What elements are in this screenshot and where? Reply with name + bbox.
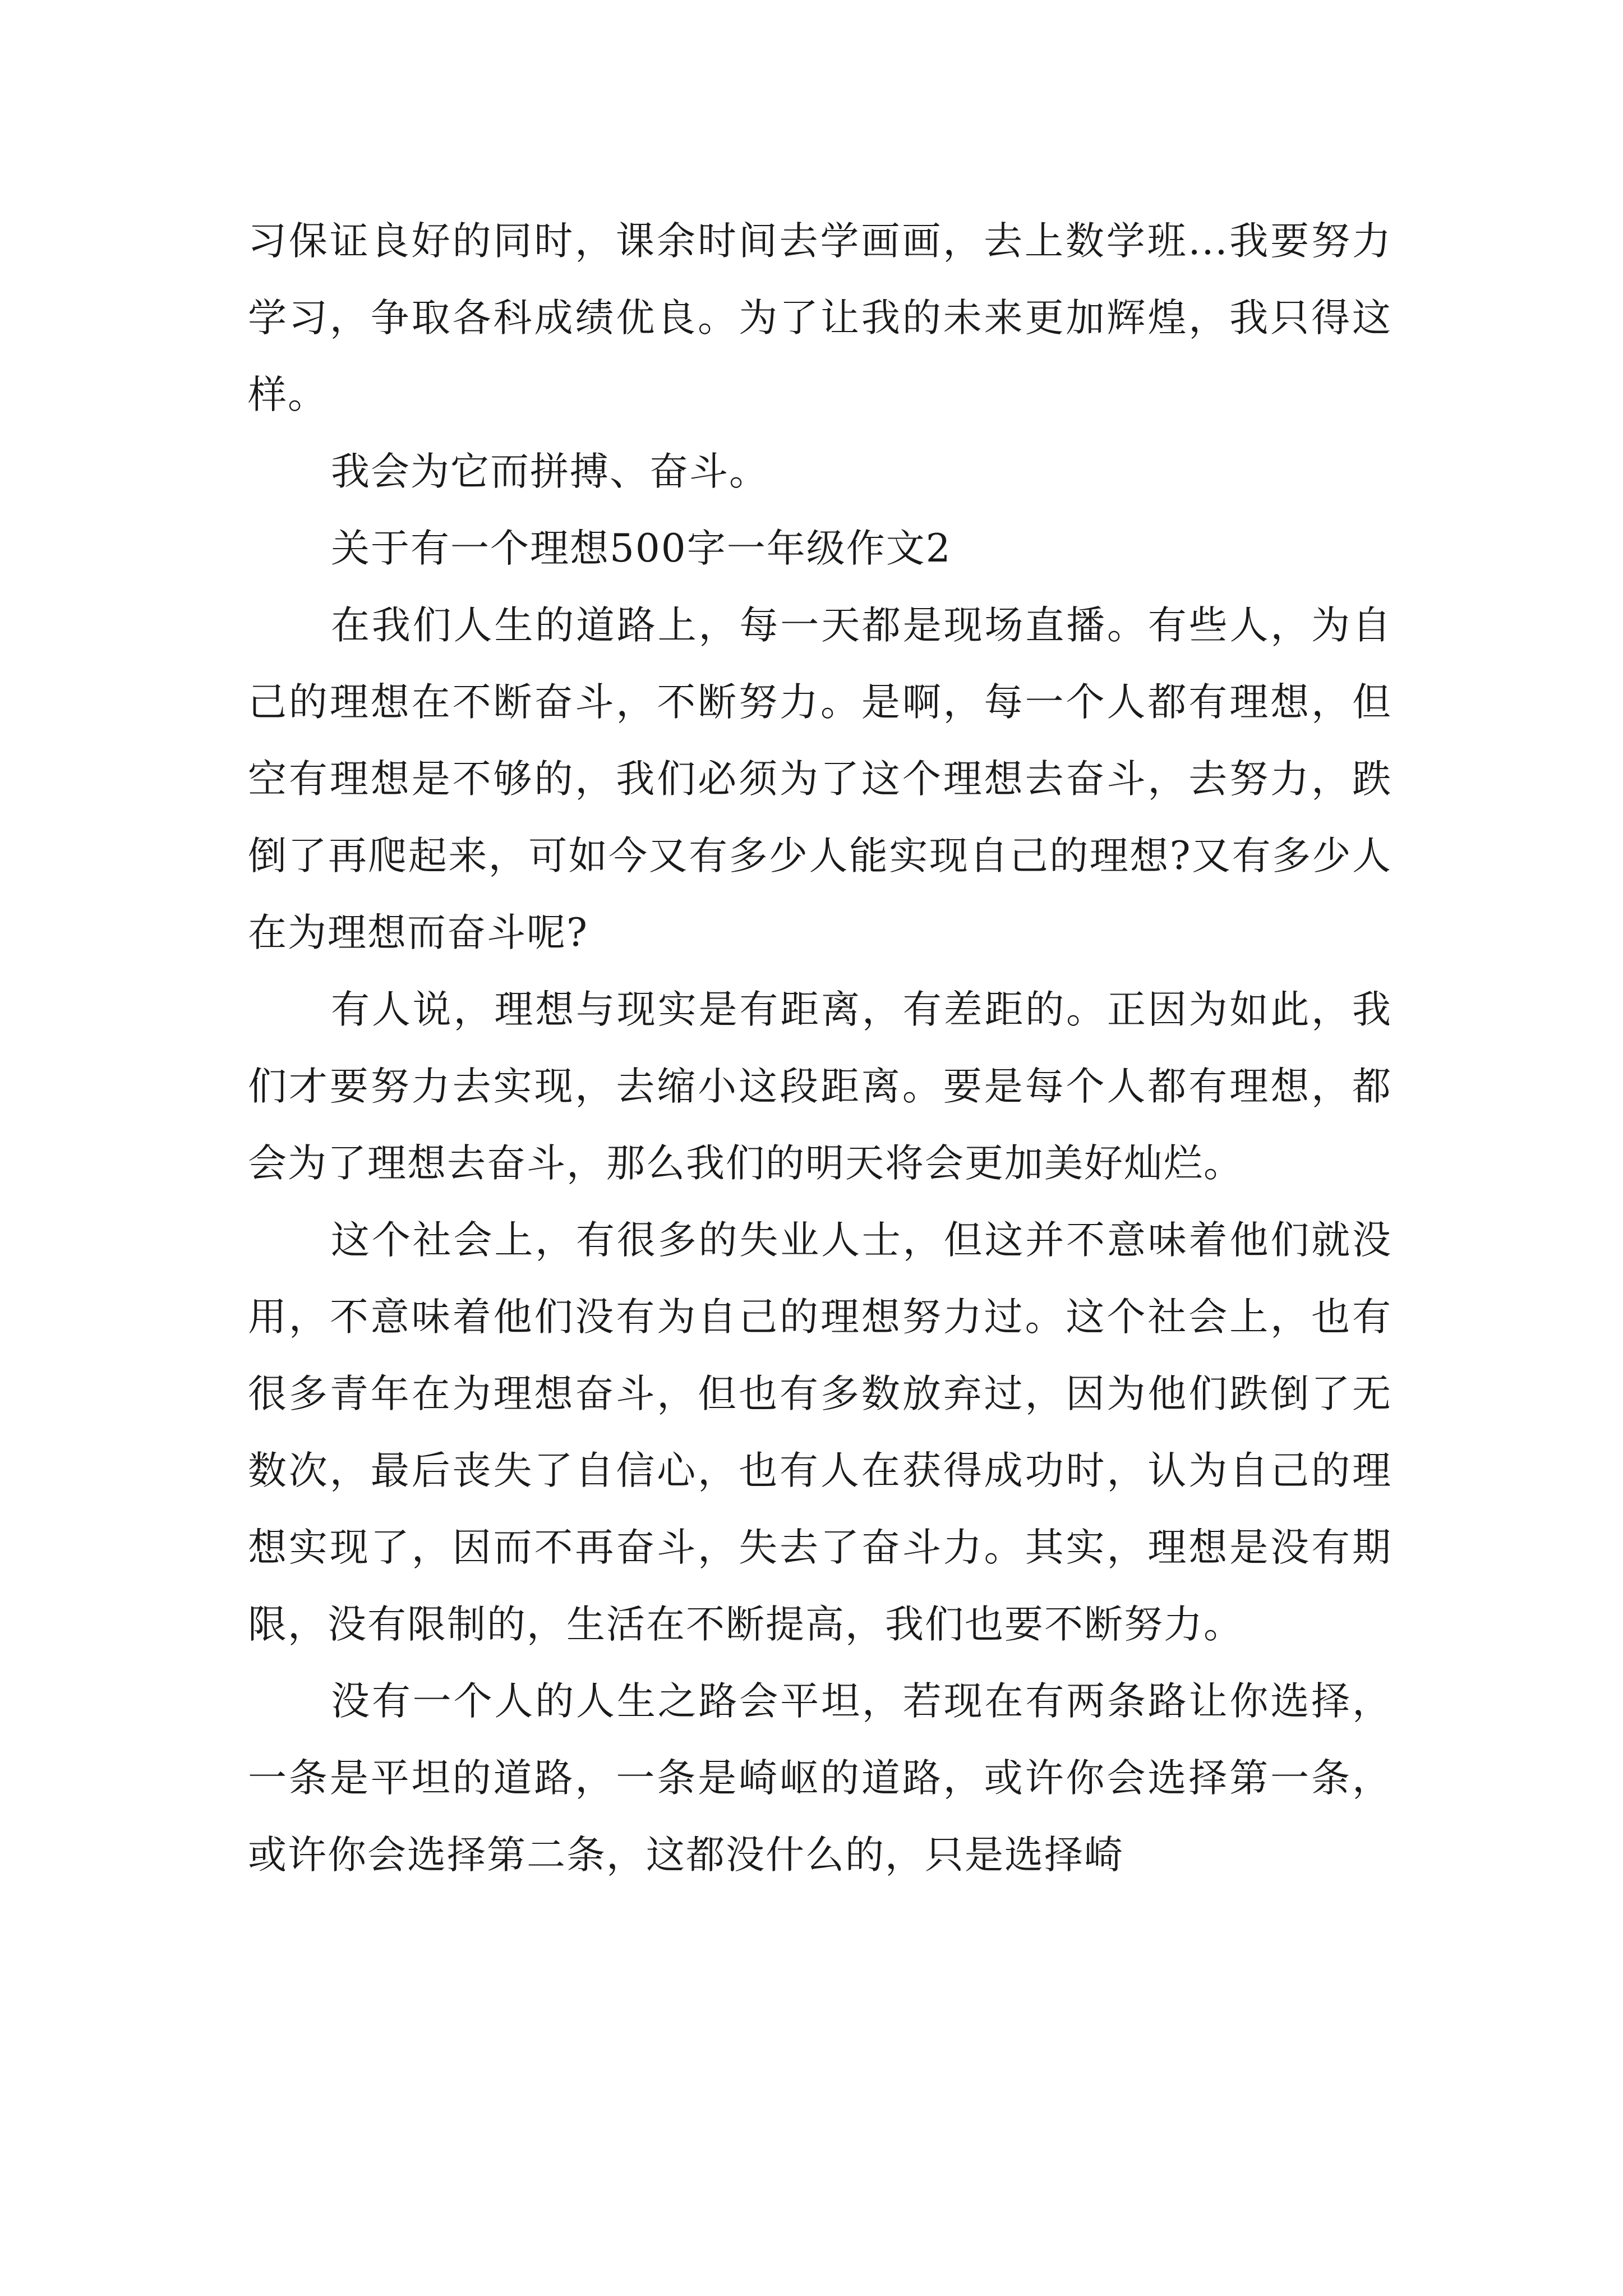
- paragraph-roads: 没有一个人的人生之路会平坦，若现在有两条路让你选择，一条是平坦的道路，一条是崎岖的道路，或许你会选择第一条，或许你会选择第二条，这都没什么的，只是选择崎: [248, 1679, 1392, 1878]
- essay-title: 关于有一个理想500字一年级作文2: [331, 526, 952, 571]
- paragraph-continuation: 习保证良好的同时，课余时间去学画画，去上数学班...我要努力学习，争取各科成绩优良。为了让我的未来更加辉煌，我只得这样。: [248, 219, 1392, 417]
- paragraph-resolve: 我会为它而拼搏、奋斗。: [331, 449, 769, 494]
- document-body: [248, 203, 1392, 1894]
- paragraph-distance: 有人说，理想与现实是有距离，有差距的。正因为如此，我们才要努力去实现，去缩小这段距离。要是每个人都有理想，都会为了理想去奋斗，那么我们的明天将会更加美好灿烂。: [248, 987, 1392, 1186]
- paragraph-society: 这个社会上，有很多的失业人士，但这并不意味着他们就没用，不意味着他们没有为自己的理想努力过。这个社会上，也有很多青年在为理想奋斗，但也有多数放弃过，因为他们跌倒了无数次，最后丧失了自信心，也有人在获得成功时，认为自己的理想实现了，因而不再奋斗，失去了奋斗力。其实，理想是没有期限，没有限制的，生活在不断提高，我们也要不断努力。: [248, 1218, 1392, 1647]
- paragraph-intro: 在我们人生的道路上，每一天都是现场直播。有些人，为自己的理想在不断奋斗，不断努力。是啊，每一个人都有理想，但空有理想是不够的，我们必须为了这个理想去奋斗，去努力，跌倒了再爬起来，可如今又有多少人能实现自己的理想?又有多少人在为理想而奋斗呢?: [248, 603, 1392, 955]
